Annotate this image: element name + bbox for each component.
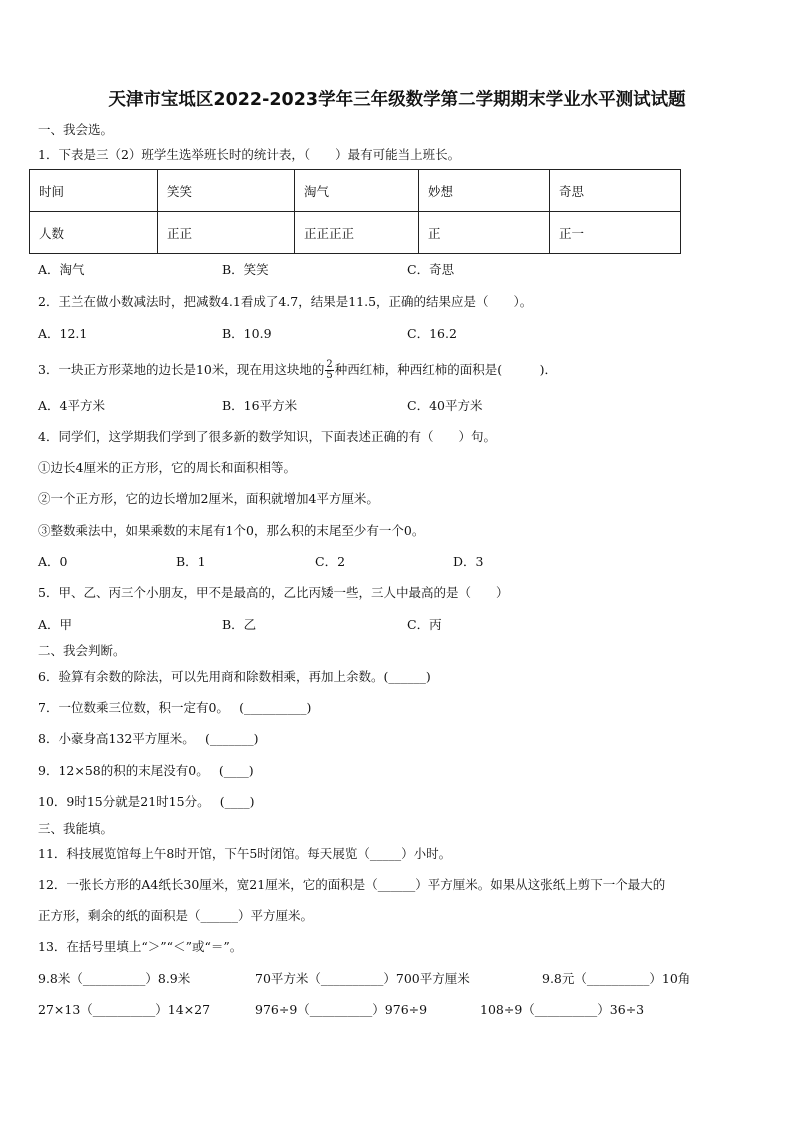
table-cell: 人数 (30, 212, 158, 254)
question-2-text: 2．王兰在做小数减法时，把减数4.1看成了4.7，结果是11.5，正确的结果应是（ ）。 (38, 294, 533, 309)
question-1-text: 1．下表是三（2）班学生选举班长时的统计表，（ ）最有可能当上班长。 (38, 147, 461, 162)
option-a: A．12.1 (38, 326, 88, 341)
question-4-statement-2: ②一个正方形，它的边长增加2厘米，面积就增加4平方厘米。 (38, 491, 379, 506)
question-7-text: 7．一位数乘三位数，积一定有0。 (__________) (38, 700, 312, 715)
table-row (30, 212, 681, 254)
question-3-text-after: 种西红柿，种西红柿的面积是( )． (334, 362, 558, 377)
section-heading-1: 一、我会选。 (38, 122, 114, 137)
table-cell: 时间 (30, 170, 158, 212)
fraction (325, 360, 333, 381)
question-3-text (38, 360, 557, 381)
option-b: B．乙 (222, 617, 257, 632)
question-5-text: 5．甲、乙、丙三个小朋友，甲不是最高的，乙比丙矮一些，三人中最高的是（ ） (38, 585, 509, 600)
option-c: C．2 (315, 554, 346, 569)
question-11-text: 11．科技展览馆每上午8时开馆，下午5时闭馆。每天展览（_____）小时。 (38, 846, 452, 861)
question-9-text: 9．12×58的积的末尾没有0。 (____) (38, 763, 254, 778)
table-cell: 奇思 (550, 170, 681, 212)
table-cell: 妙想 (419, 170, 550, 212)
question-12-line-2: 正方形，剩余的纸的面积是（______）平方厘米。 (38, 908, 314, 923)
table-cell: 淘气 (295, 170, 419, 212)
question-3-text-before: 3．一块正方形菜地的边长是10米，现在用这块地的 (38, 362, 325, 377)
option-b: B．笑笑 (222, 262, 269, 277)
option-c: C．丙 (407, 617, 442, 632)
option-c: C．16.2 (407, 326, 457, 341)
question-13-text: 13．在括号里填上“＞”“＜”或“＝”。 (38, 939, 243, 954)
question-10-text: 10．9时15分就是21时15分。 (____) (38, 794, 255, 809)
option-a: A．0 (38, 554, 68, 569)
table-cell: 正 (419, 212, 550, 254)
question-4-statement-1: ①边长4厘米的正方形，它的周长和面积相等。 (38, 460, 296, 475)
table-cell: 正一 (550, 212, 681, 254)
comparison-item: 9.8元（__________）10角 (542, 971, 691, 986)
question-12-line-1: 12．一张长方形的A4纸长30厘米，宽21厘米，它的面积是（______）平方厘米。如果从这张纸上剪下一个最大的 (38, 877, 666, 892)
question-8-text: 8．小豪身高132平方厘米。 (_______) (38, 731, 259, 746)
option-a: A．淘气 (38, 262, 85, 277)
option-b: B．1 (176, 554, 206, 569)
option-b: B．10.9 (222, 326, 272, 341)
section-heading-2: 二、我会判断。 (38, 643, 126, 658)
comparison-item: 108÷9（__________）36÷3 (480, 1002, 645, 1017)
option-c: C．40平方米 (407, 398, 483, 413)
option-c: C．奇思 (407, 262, 455, 277)
comparison-item: 70平方米（__________）700平方厘米 (255, 971, 470, 986)
comparison-item: 9.8米（__________）8.9米 (38, 971, 191, 986)
table-header-row (30, 170, 681, 212)
fraction-denominator: 5 (326, 370, 333, 381)
table-cell: 笑笑 (158, 170, 295, 212)
section-heading-3: 三、我能填。 (38, 821, 114, 836)
question-4-text: 4．同学们，这学期我们学到了很多新的数学知识，下面表述正确的有（ ）句。 (38, 429, 496, 444)
fraction-numerator: 2 (326, 359, 333, 370)
option-a: A．甲 (38, 617, 73, 632)
page-title: 天津市宝坻区2022-2023学年三年级数学第二学期期末学业水平测试试题 (108, 90, 686, 110)
table-cell: 正正正正 (295, 212, 419, 254)
vote-statistics-table (29, 169, 681, 254)
question-6-text: 6．验算有余数的除法，可以先用商和除数相乘，再加上余数。(______) (38, 669, 431, 684)
option-a: A．4平方米 (38, 398, 105, 413)
option-b: B．16平方米 (222, 398, 298, 413)
comparison-item: 27×13（__________）14×27 (38, 1002, 211, 1017)
table-cell: 正正 (158, 212, 295, 254)
question-4-statement-3: ③整数乘法中，如果乘数的末尾有1个0，那么积的末尾至少有一个0。 (38, 523, 425, 538)
option-d: D．3 (453, 554, 484, 569)
comparison-item: 976÷9（__________）976÷9 (255, 1002, 428, 1017)
